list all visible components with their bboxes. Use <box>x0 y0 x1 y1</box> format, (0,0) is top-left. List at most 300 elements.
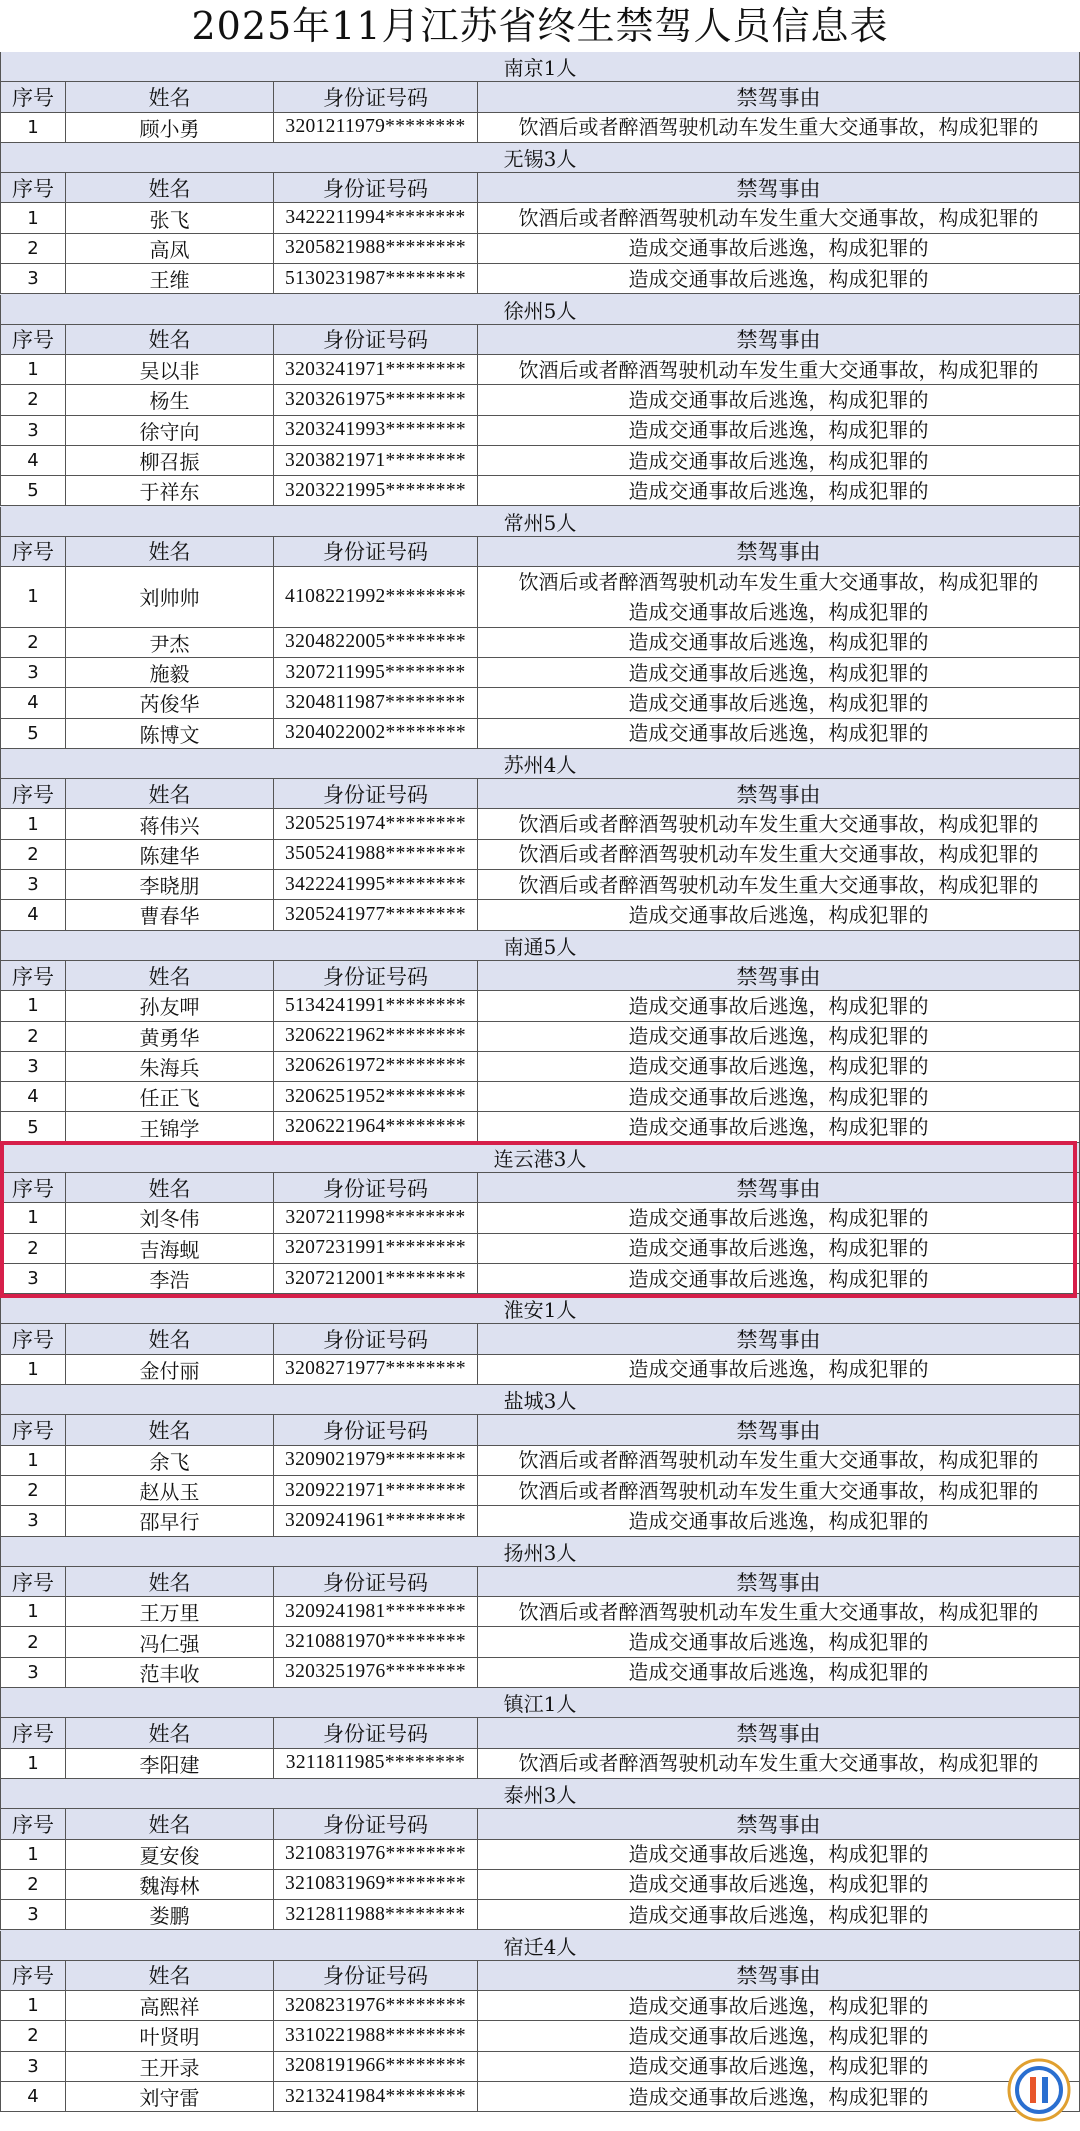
table-row <box>0 203 1080 233</box>
id-number: 3206221962******** <box>274 1022 478 1051</box>
id-number: 3210881970******** <box>274 1627 478 1656</box>
person-name: 王锦学 <box>66 1112 274 1141</box>
column-header: 禁驾事由 <box>478 537 1080 566</box>
table-row <box>0 870 1080 900</box>
column-header: 姓名 <box>66 325 274 354</box>
table-row <box>0 113 1080 143</box>
watermark-logo-icon <box>1006 2057 1072 2123</box>
id-number: 3207211995******** <box>274 658 478 687</box>
ban-reason <box>478 991 1080 1020</box>
city-header-row <box>0 143 1080 173</box>
column-header: 身份证号码 <box>274 1415 478 1444</box>
table-row <box>0 1476 1080 1506</box>
row-number: 3 <box>0 1658 66 1687</box>
ban-reason <box>478 1022 1080 1051</box>
column-header-row <box>0 1173 1080 1203</box>
column-header: 姓名 <box>66 537 274 566</box>
person-name: 高熙祥 <box>66 1991 274 2020</box>
city-header-row <box>0 294 1080 324</box>
person-name: 施毅 <box>66 658 274 687</box>
banned-drivers-table <box>0 52 1080 2112</box>
row-number: 2 <box>0 1476 66 1505</box>
row-number: 4 <box>0 446 66 475</box>
row-number: 2 <box>0 2021 66 2050</box>
column-header: 姓名 <box>66 1567 274 1596</box>
table-row <box>0 2052 1080 2082</box>
city-name: 泰州3人 <box>0 1779 1080 1808</box>
id-number: 3213241984******** <box>274 2082 478 2111</box>
person-name: 吴以非 <box>66 355 274 384</box>
id-number: 3208191966******** <box>274 2052 478 2081</box>
id-number: 3205251974******** <box>274 809 478 838</box>
id-number: 3203221995******** <box>274 476 478 505</box>
person-name: 顾小勇 <box>66 113 274 142</box>
person-name: 曹春华 <box>66 900 274 929</box>
ban-reason <box>478 416 1080 445</box>
column-header: 身份证号码 <box>274 1809 478 1838</box>
ban-reason-line: 造成交通事故后逃逸，构成犯罪的 <box>628 1993 929 2018</box>
person-name: 柳召振 <box>66 446 274 475</box>
person-name: 夏安俊 <box>66 1840 274 1869</box>
ban-reason-line: 饮酒后或者醉酒驾驶机动车发生重大交通事故，构成犯罪的 <box>518 1478 1039 1503</box>
ban-reason <box>478 1749 1080 1778</box>
id-number: 4108221992******** <box>274 567 478 627</box>
column-header: 序号 <box>0 961 66 990</box>
person-name: 吉海蚬 <box>66 1234 274 1263</box>
city-name: 连云港3人 <box>0 1143 1080 1172</box>
ban-reason <box>478 1476 1080 1505</box>
person-name: 任正飞 <box>66 1082 274 1111</box>
id-number: 3203241993******** <box>274 416 478 445</box>
row-number: 3 <box>0 2052 66 2081</box>
id-number: 3212811988******** <box>274 1900 478 1929</box>
table-row <box>0 1870 1080 1900</box>
id-number: 3209021979******** <box>274 1446 478 1475</box>
ban-reason <box>478 1597 1080 1626</box>
person-name: 刘帅帅 <box>66 567 274 627</box>
person-name: 冯仁强 <box>66 1627 274 1656</box>
row-number: 1 <box>0 809 66 838</box>
table-row <box>0 1991 1080 2021</box>
id-number: 3505241988******** <box>274 840 478 869</box>
id-number: 3208271977******** <box>274 1355 478 1384</box>
id-number: 3207212001******** <box>274 1264 478 1293</box>
column-header: 序号 <box>0 537 66 566</box>
id-number: 3209241981******** <box>274 1597 478 1626</box>
row-number: 1 <box>0 1446 66 1475</box>
city-name: 南通5人 <box>0 931 1080 960</box>
column-header: 序号 <box>0 1567 66 1596</box>
table-row <box>0 476 1080 506</box>
city-name: 徐州5人 <box>0 295 1080 324</box>
ban-reason <box>478 1991 1080 2020</box>
ban-reason-line: 造成交通事故后逃逸，构成犯罪的 <box>628 690 929 715</box>
row-number: 3 <box>0 658 66 687</box>
city-header-row <box>0 931 1080 961</box>
ban-reason-line: 造成交通事故后逃逸，构成犯罪的 <box>628 630 929 655</box>
person-name: 徐守向 <box>66 416 274 445</box>
id-number: 3204022002******** <box>274 719 478 748</box>
ban-reason-line: 造成交通事故后逃逸，构成犯罪的 <box>628 266 929 291</box>
id-number: 3422211994******** <box>274 203 478 232</box>
column-header-row <box>0 1415 1080 1445</box>
column-header-row <box>0 537 1080 567</box>
id-number: 3206221964******** <box>274 1112 478 1141</box>
row-number: 2 <box>0 1870 66 1899</box>
ban-reason-line: 饮酒后或者醉酒驾驶机动车发生重大交通事故，构成犯罪的 <box>518 872 1039 897</box>
row-number: 5 <box>0 476 66 505</box>
ban-reason-line: 造成交通事故后逃逸，构成犯罪的 <box>628 1842 929 1867</box>
table-row <box>0 1840 1080 1870</box>
ban-reason <box>478 1203 1080 1232</box>
column-header: 序号 <box>0 1324 66 1353</box>
column-header: 身份证号码 <box>274 1324 478 1353</box>
row-number: 1 <box>0 113 66 142</box>
ban-reason <box>478 1627 1080 1656</box>
column-header: 姓名 <box>66 1173 274 1202</box>
ban-reason-line: 饮酒后或者醉酒驾驶机动车发生重大交通事故，构成犯罪的 <box>518 357 1039 382</box>
id-number: 3210831976******** <box>274 1840 478 1869</box>
ban-reason-line: 造成交通事故后逃逸，构成犯罪的 <box>628 236 929 261</box>
row-number: 3 <box>0 1264 66 1293</box>
column-header-row <box>0 779 1080 809</box>
row-number: 1 <box>0 567 66 627</box>
column-header-row <box>0 1961 1080 1991</box>
column-header: 序号 <box>0 1415 66 1444</box>
person-name: 李浩 <box>66 1264 274 1293</box>
id-number: 3210831969******** <box>274 1870 478 1899</box>
column-header: 身份证号码 <box>274 173 478 202</box>
ban-reason-line: 饮酒后或者醉酒驾驶机动车发生重大交通事故，构成犯罪的 <box>518 115 1039 140</box>
column-header: 姓名 <box>66 82 274 111</box>
row-number: 1 <box>0 1840 66 1869</box>
table-row <box>0 385 1080 415</box>
person-name: 魏海林 <box>66 1870 274 1899</box>
row-number: 5 <box>0 719 66 748</box>
ban-reason-line: 造成交通事故后逃逸，构成犯罪的 <box>628 1205 929 1230</box>
ban-reason <box>478 2082 1080 2111</box>
row-number: 4 <box>0 688 66 717</box>
ban-reason <box>478 203 1080 232</box>
column-header: 身份证号码 <box>274 961 478 990</box>
person-name: 赵从玉 <box>66 1476 274 1505</box>
table-row <box>0 2021 1080 2051</box>
ban-reason-line: 造成交通事故后逃逸，构成犯罪的 <box>628 1236 929 1261</box>
ban-reason-line: 饮酒后或者醉酒驾驶机动车发生重大交通事故，构成犯罪的 <box>518 569 1039 594</box>
column-header: 禁驾事由 <box>478 1415 1080 1444</box>
city-name: 盐城3人 <box>0 1385 1080 1414</box>
person-name: 王开录 <box>66 2052 274 2081</box>
id-number: 5134241991******** <box>274 991 478 1020</box>
ban-reason <box>478 1355 1080 1384</box>
city-header-row <box>0 1930 1080 1960</box>
ban-reason <box>478 355 1080 384</box>
table-row <box>0 234 1080 264</box>
column-header: 身份证号码 <box>274 1173 478 1202</box>
person-name: 李阳建 <box>66 1749 274 1778</box>
ban-reason <box>478 264 1080 293</box>
person-name: 朱海兵 <box>66 1052 274 1081</box>
row-number: 2 <box>0 1234 66 1263</box>
column-header: 序号 <box>0 779 66 808</box>
id-number: 3208231976******** <box>274 1991 478 2020</box>
ban-reason <box>478 870 1080 899</box>
ban-reason-line: 造成交通事故后逃逸，构成犯罪的 <box>628 1630 929 1655</box>
ban-reason-line: 造成交通事故后逃逸，构成犯罪的 <box>628 902 929 927</box>
ban-reason <box>478 2021 1080 2050</box>
row-number: 2 <box>0 628 66 657</box>
column-header: 序号 <box>0 1961 66 1990</box>
person-name: 孙友呷 <box>66 991 274 1020</box>
ban-reason <box>478 1052 1080 1081</box>
person-name: 余飞 <box>66 1446 274 1475</box>
ban-reason <box>478 688 1080 717</box>
column-header: 禁驾事由 <box>478 173 1080 202</box>
city-name: 扬州3人 <box>0 1537 1080 1566</box>
ban-reason-line: 饮酒后或者醉酒驾驶机动车发生重大交通事故，构成犯罪的 <box>518 1599 1039 1624</box>
table-row <box>0 1234 1080 1264</box>
id-number: 3201211979******** <box>274 113 478 142</box>
column-header: 禁驾事由 <box>478 1718 1080 1747</box>
city-header-row <box>0 1779 1080 1809</box>
table-row <box>0 1203 1080 1233</box>
ban-reason-line: 饮酒后或者醉酒驾驶机动车发生重大交通事故，构成犯罪的 <box>518 842 1039 867</box>
table-row <box>0 1900 1080 1930</box>
ban-reason <box>478 113 1080 142</box>
ban-reason <box>478 385 1080 414</box>
row-number: 3 <box>0 1900 66 1929</box>
table-row <box>0 688 1080 718</box>
id-number: 3206251952******** <box>274 1082 478 1111</box>
column-header: 姓名 <box>66 1718 274 1747</box>
row-number: 1 <box>0 1355 66 1384</box>
city-name: 宿迁4人 <box>0 1931 1080 1960</box>
column-header-row <box>0 1718 1080 1748</box>
column-header: 姓名 <box>66 1809 274 1838</box>
table-row <box>0 1264 1080 1294</box>
person-name: 王维 <box>66 264 274 293</box>
ban-reason <box>478 1870 1080 1899</box>
table-row <box>0 840 1080 870</box>
city-name: 苏州4人 <box>0 749 1080 778</box>
ban-reason <box>478 1082 1080 1111</box>
column-header: 身份证号码 <box>274 1961 478 1990</box>
table-row <box>0 1082 1080 1112</box>
id-number: 3204811987******** <box>274 688 478 717</box>
table-row <box>0 658 1080 688</box>
table-row <box>0 446 1080 476</box>
ban-reason <box>478 446 1080 475</box>
city-name: 淮安1人 <box>0 1294 1080 1323</box>
column-header-row <box>0 173 1080 203</box>
city-header-row <box>0 52 1080 82</box>
ban-reason-line: 造成交通事故后逃逸，构成犯罪的 <box>628 599 929 624</box>
ban-reason-line: 造成交通事故后逃逸，构成犯罪的 <box>628 2023 929 2048</box>
row-number: 1 <box>0 1203 66 1232</box>
column-header: 姓名 <box>66 1415 274 1444</box>
ban-reason-line: 造成交通事故后逃逸，构成犯罪的 <box>628 1508 929 1533</box>
ban-reason <box>478 2052 1080 2081</box>
city-header-row <box>0 1385 1080 1415</box>
person-name: 张飞 <box>66 203 274 232</box>
ban-reason <box>478 476 1080 505</box>
row-number: 1 <box>0 1749 66 1778</box>
column-header: 身份证号码 <box>274 779 478 808</box>
column-header-row <box>0 1567 1080 1597</box>
person-name: 尹杰 <box>66 628 274 657</box>
city-name: 镇江1人 <box>0 1688 1080 1717</box>
column-header: 姓名 <box>66 1324 274 1353</box>
id-number: 3211811985******** <box>274 1749 478 1778</box>
column-header: 禁驾事由 <box>478 82 1080 111</box>
row-number: 3 <box>0 1506 66 1535</box>
row-number: 4 <box>0 2082 66 2111</box>
table-row <box>0 1658 1080 1688</box>
column-header: 禁驾事由 <box>478 1324 1080 1353</box>
table-row <box>0 264 1080 294</box>
id-number: 3310221988******** <box>274 2021 478 2050</box>
ban-reason-line: 饮酒后或者醉酒驾驶机动车发生重大交通事故，构成犯罪的 <box>518 1751 1039 1776</box>
city-header-row <box>0 1688 1080 1718</box>
ban-reason-line: 造成交通事故后逃逸，构成犯罪的 <box>628 387 929 412</box>
column-header: 禁驾事由 <box>478 1809 1080 1838</box>
ban-reason-line: 造成交通事故后逃逸，构成犯罪的 <box>628 1266 929 1291</box>
row-number: 5 <box>0 1112 66 1141</box>
ban-reason <box>478 1112 1080 1141</box>
ban-reason-line: 造成交通事故后逃逸，构成犯罪的 <box>628 1115 929 1140</box>
column-header: 姓名 <box>66 173 274 202</box>
table-row <box>0 567 1080 628</box>
ban-reason <box>478 840 1080 869</box>
city-header-row <box>0 1537 1080 1567</box>
ban-reason <box>478 1234 1080 1263</box>
column-header: 姓名 <box>66 961 274 990</box>
ban-reason-line: 造成交通事故后逃逸，构成犯罪的 <box>628 1902 929 1927</box>
id-number: 3209221971******** <box>274 1476 478 1505</box>
ban-reason-line: 造成交通事故后逃逸，构成犯罪的 <box>628 1084 929 1109</box>
id-number: 3206261972******** <box>274 1052 478 1081</box>
column-header: 禁驾事由 <box>478 325 1080 354</box>
person-name: 刘守雷 <box>66 2082 274 2111</box>
column-header: 身份证号码 <box>274 1567 478 1596</box>
row-number: 2 <box>0 385 66 414</box>
table-row <box>0 416 1080 446</box>
table-row <box>0 719 1080 749</box>
person-name: 蒋伟兴 <box>66 809 274 838</box>
ban-reason <box>478 809 1080 838</box>
ban-reason-line: 饮酒后或者醉酒驾驶机动车发生重大交通事故，构成犯罪的 <box>518 812 1039 837</box>
city-name: 南京1人 <box>0 52 1080 81</box>
table-row <box>0 900 1080 930</box>
ban-reason <box>478 234 1080 263</box>
table-row <box>0 1506 1080 1536</box>
row-number: 4 <box>0 1082 66 1111</box>
table-row <box>0 628 1080 658</box>
ban-reason-line: 造成交通事故后逃逸，构成犯罪的 <box>628 660 929 685</box>
table-row <box>0 355 1080 385</box>
column-header: 身份证号码 <box>274 82 478 111</box>
person-name: 芮俊华 <box>66 688 274 717</box>
ban-reason <box>478 719 1080 748</box>
id-number: 3205821988******** <box>274 234 478 263</box>
city-header-row <box>0 506 1080 536</box>
ban-reason <box>478 567 1080 627</box>
ban-reason-line: 造成交通事故后逃逸，构成犯罪的 <box>628 2054 929 2079</box>
person-name: 邵早行 <box>66 1506 274 1535</box>
ban-reason <box>478 1840 1080 1869</box>
person-name: 杨生 <box>66 385 274 414</box>
ban-reason-line: 造成交通事故后逃逸，构成犯罪的 <box>628 418 929 443</box>
id-number: 3203241971******** <box>274 355 478 384</box>
row-number: 3 <box>0 870 66 899</box>
person-name: 陈博文 <box>66 719 274 748</box>
row-number: 1 <box>0 991 66 1020</box>
column-header: 禁驾事由 <box>478 961 1080 990</box>
id-number: 3203261975******** <box>274 385 478 414</box>
column-header: 身份证号码 <box>274 325 478 354</box>
column-header: 身份证号码 <box>274 537 478 566</box>
id-number: 3203821971******** <box>274 446 478 475</box>
city-name: 无锡3人 <box>0 143 1080 172</box>
column-header: 身份证号码 <box>274 1718 478 1747</box>
table-row <box>0 1749 1080 1779</box>
row-number: 2 <box>0 1022 66 1051</box>
person-name: 于祥东 <box>66 476 274 505</box>
ban-reason-line: 造成交通事故后逃逸，构成犯罪的 <box>628 1054 929 1079</box>
ban-reason <box>478 1658 1080 1687</box>
ban-reason-line: 饮酒后或者醉酒驾驶机动车发生重大交通事故，构成犯罪的 <box>518 206 1039 231</box>
table-row <box>0 1355 1080 1385</box>
city-name: 常州5人 <box>0 507 1080 536</box>
row-number: 2 <box>0 1627 66 1656</box>
column-header-row <box>0 1809 1080 1839</box>
table-row <box>0 1052 1080 1082</box>
row-number: 2 <box>0 840 66 869</box>
id-number: 3204822005******** <box>274 628 478 657</box>
ban-reason-line: 造成交通事故后逃逸，构成犯罪的 <box>628 448 929 473</box>
column-header: 序号 <box>0 325 66 354</box>
ban-reason-line: 造成交通事故后逃逸，构成犯罪的 <box>628 478 929 503</box>
column-header: 序号 <box>0 1173 66 1202</box>
row-number: 3 <box>0 416 66 445</box>
column-header: 序号 <box>0 1809 66 1838</box>
table-row <box>0 991 1080 1021</box>
ban-reason <box>478 1900 1080 1929</box>
ban-reason <box>478 1264 1080 1293</box>
ban-reason <box>478 628 1080 657</box>
person-name: 范丰收 <box>66 1658 274 1687</box>
id-number: 3207231991******** <box>274 1234 478 1263</box>
city-header-row <box>0 1294 1080 1324</box>
ban-reason-line: 造成交通事故后逃逸，构成犯罪的 <box>628 1872 929 1897</box>
column-header: 禁驾事由 <box>478 1173 1080 1202</box>
column-header: 序号 <box>0 1718 66 1747</box>
id-number: 3207211998******** <box>274 1203 478 1232</box>
column-header-row <box>0 1324 1080 1354</box>
city-header-row <box>0 1143 1080 1173</box>
id-number: 3209241961******** <box>274 1506 478 1535</box>
ban-reason-line: 饮酒后或者醉酒驾驶机动车发生重大交通事故，构成犯罪的 <box>518 1448 1039 1473</box>
table-row <box>0 1022 1080 1052</box>
column-header-row <box>0 961 1080 991</box>
ban-reason <box>478 658 1080 687</box>
person-name: 娄鹏 <box>66 1900 274 1929</box>
person-name: 金付丽 <box>66 1355 274 1384</box>
ban-reason <box>478 1506 1080 1535</box>
row-number: 1 <box>0 1597 66 1626</box>
ban-reason-line: 造成交通事故后逃逸，构成犯罪的 <box>628 993 929 1018</box>
city-header-row <box>0 749 1080 779</box>
